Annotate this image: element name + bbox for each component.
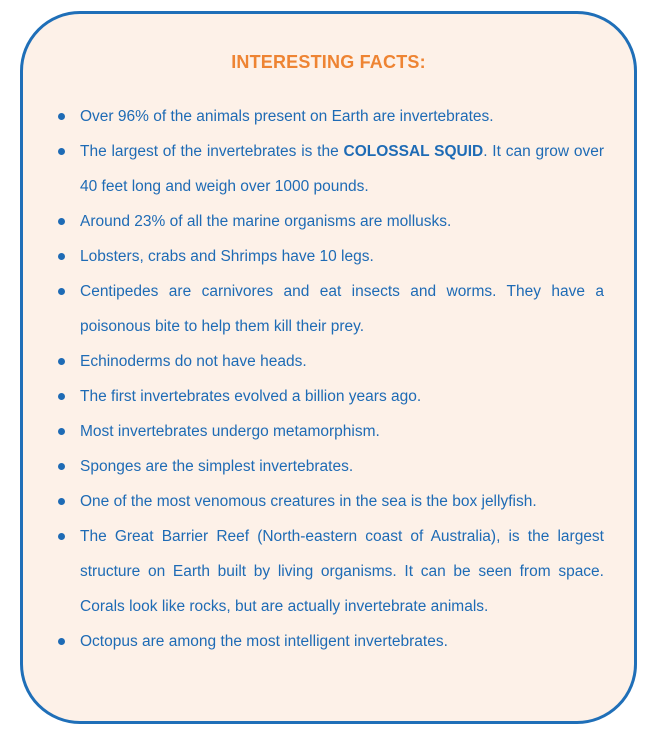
facts-list [80, 99, 604, 659]
bullet-icon [58, 638, 65, 645]
fact-item [80, 344, 604, 379]
bullet-icon [58, 393, 65, 400]
bullet-icon [58, 253, 65, 260]
fact-item [80, 204, 604, 239]
fact-text-after: . It can grow over 40 feet long and weigh over 1000 pounds. [80, 143, 604, 195]
fact-item [80, 274, 604, 344]
fact-item [80, 484, 604, 519]
fact-item [80, 519, 604, 624]
fact-text: Octopus are among the most intelligent invertebrates. [80, 633, 448, 650]
fact-text: Sponges are the simplest invertebrates. [80, 458, 354, 475]
bullet-icon [58, 288, 65, 295]
fact-item [80, 379, 604, 414]
fact-item [80, 624, 604, 659]
fact-text: Over 96% of the animals present on Earth are invertebrates. [80, 108, 494, 125]
fact-text: The first invertebrates evolved a billion years ago. [80, 388, 422, 405]
fact-highlight: COLOSSAL SQUID [343, 143, 484, 160]
fact-text: Echinoderms do not have heads. [80, 353, 307, 370]
fact-text-before: The largest of the invertebrates is the [80, 143, 344, 160]
fact-text: Lobsters, crabs and Shrimps have 10 legs. [80, 248, 374, 265]
fact-text: The Great Barrier Reef (North-eastern coast of Australia), is the largest structure on Earth built by living organisms. It can be seen from space. Corals look like rocks, but are actually invertebrate animals. [80, 528, 604, 615]
bullet-icon [58, 358, 65, 365]
facts-heading: INTERESTING FACTS: [231, 52, 426, 72]
bullet-icon [58, 428, 65, 435]
bullet-icon [58, 533, 65, 540]
fact-text: Most invertebrates undergo metamorphism. [80, 423, 380, 440]
facts-card [20, 11, 637, 724]
fact-item [80, 134, 604, 204]
fact-item [80, 99, 604, 134]
bullet-icon [58, 498, 65, 505]
bullet-icon [58, 218, 65, 225]
fact-text: Centipedes are carnivores and eat insects and worms. They have a poisonous bite to help them kill their prey. [80, 283, 604, 335]
fact-item [80, 239, 604, 274]
bullet-icon [58, 113, 65, 120]
bullet-icon [58, 148, 65, 155]
fact-text: Around 23% of all the marine organisms are mollusks. [80, 213, 452, 230]
fact-text: One of the most venomous creatures in the sea is the box jellyfish. [80, 493, 537, 510]
fact-item [80, 414, 604, 449]
fact-item [80, 449, 604, 484]
bullet-icon [58, 463, 65, 470]
